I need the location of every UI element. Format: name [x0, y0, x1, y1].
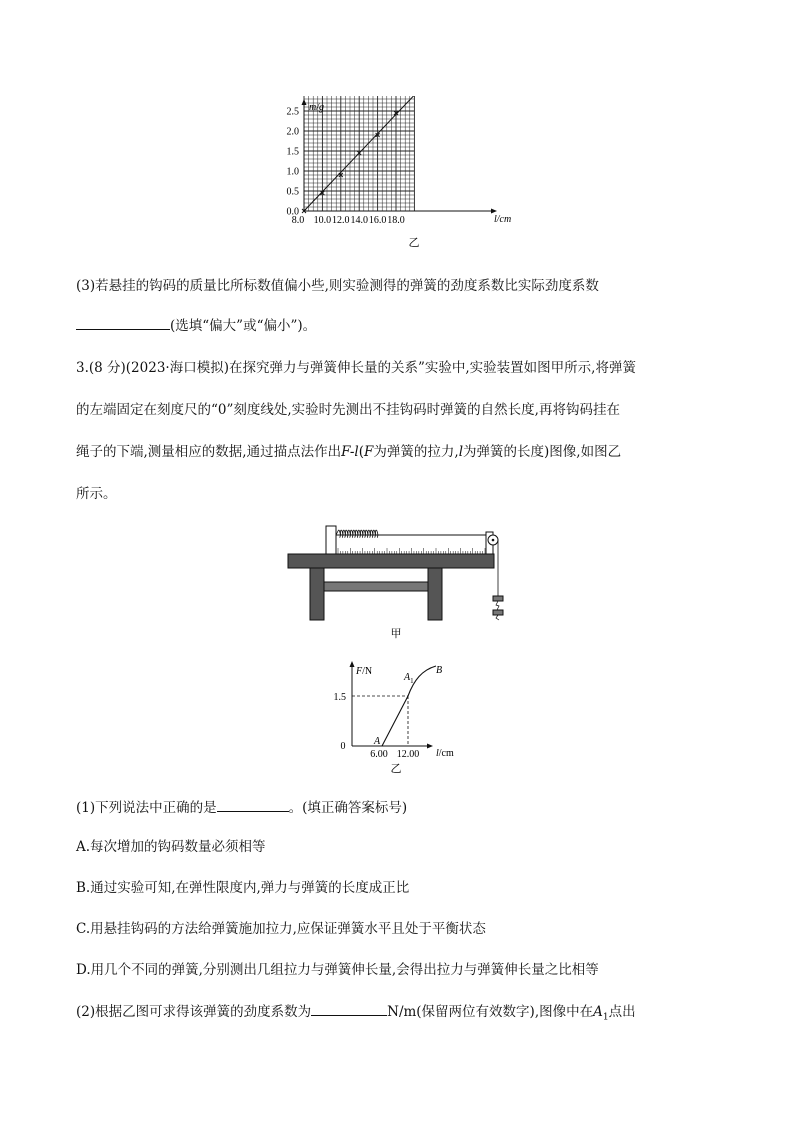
mass-length-chart [270, 96, 530, 252]
q3-sub3-line2 [76, 315, 316, 336]
chart-axes [302, 99, 498, 214]
table-top [288, 554, 494, 568]
force-length-graph [334, 660, 474, 778]
y-tick-1.5: 1.5 [334, 692, 346, 703]
y-tick-label: 0.5 [286, 186, 299, 198]
x-tick-label: 14.0 [350, 215, 368, 226]
x-tick-label: 16.0 [368, 215, 387, 226]
x-tick-label: 18.0 [387, 215, 405, 226]
x-tick-6: 6.00 [370, 749, 388, 760]
x-tick-labels [292, 215, 405, 226]
q3-sub3-suffix: (选填“偏大”或“偏小”)。 [170, 318, 317, 334]
sub1-question: (1)下列说法中正确的是 。(填正确答案标号) [76, 797, 407, 818]
point-b-label: B [436, 665, 443, 676]
figure-caption-jia: 甲 [390, 628, 402, 640]
q3-sub3-line1: (3)若悬挂的钩码的质量比所标数值偏小些,则实验测得的弹簧的劲度系数比实际劲度系数 [76, 278, 599, 294]
problem3-line2: 的左端固定在刻度尺的“0”刻度线处,实验时先测出不挂钩码时弹簧的自然长度,再将钩码挂在 [76, 402, 620, 418]
option-d: D.用几个不同的弹簧,分别测出几组拉力与弹簧伸长量,会得出拉力与弹簧伸长量之比相等 [76, 962, 599, 978]
answer-blank-sub1[interactable] [217, 797, 289, 812]
x-tick-label: 12.0 [332, 215, 350, 226]
problem3-line3: 绳子的下端,测量相应的数据,通过描点法作出F-l(F为弹簧的拉力,l为弹簧的长度)图像,如图乙 [76, 444, 622, 460]
y-axis-label: m/g [309, 102, 324, 113]
point-a-label: A [374, 736, 381, 747]
answer-blank-sub2[interactable] [311, 1001, 387, 1016]
point-a1-label: $A_1$ [404, 672, 414, 685]
problem3-line4: 所示。 [76, 486, 117, 502]
y-axis-label: F/N [356, 666, 373, 677]
y-tick-labels [287, 107, 300, 218]
table-leg-left [310, 568, 324, 620]
option-c: C.用悬挂钩码的方法给弹簧施加拉力,应保证弹簧水平且处于平衡状态 [76, 921, 486, 937]
problem3-line1: 3.(8 分)(2023·海口模拟)在探究弹力与弹簧伸长量的关系”实验中,实验装置如图甲所示,将弹簧 [76, 360, 636, 376]
x-tick-label: 10.0 [313, 215, 332, 226]
weight-1 [493, 596, 503, 601]
answer-blank-sub3[interactable] [76, 315, 170, 330]
y-tick-label: 2.0 [286, 126, 299, 138]
table-crossbar [324, 582, 428, 591]
fixed-block [326, 526, 336, 554]
x-tick-label: 8.0 [291, 215, 305, 226]
x-axis-label: l/cm [494, 214, 512, 225]
option-a: A.每次增加的钩码数量必须相等 [76, 839, 266, 855]
figure-caption-yi-bottom: 乙 [390, 763, 402, 775]
weight-2 [493, 610, 503, 615]
apparatus-figure [286, 518, 516, 640]
y-tick-label: 1.5 [286, 146, 299, 158]
origin-label: 0 [340, 741, 346, 752]
option-b: B.通过实验可知,在弹性限度内,弹力与弹簧的长度成正比 [76, 880, 410, 896]
y-tick-label: 0.0 [286, 206, 299, 218]
figure-caption-yi-top: 乙 [408, 237, 420, 249]
x-axis-label: l/cm [436, 748, 454, 759]
x-tick-12: 12.00 [396, 749, 420, 760]
table-leg-right [428, 568, 442, 620]
y-tick-label: 1.0 [286, 166, 299, 178]
sub2-question: (2)根据乙图可求得该弹簧的劲度系数为 N/m(保留两位有效数字),图像中在$A_1$点出 [76, 1001, 636, 1028]
y-tick-label: 2.5 [286, 106, 299, 118]
